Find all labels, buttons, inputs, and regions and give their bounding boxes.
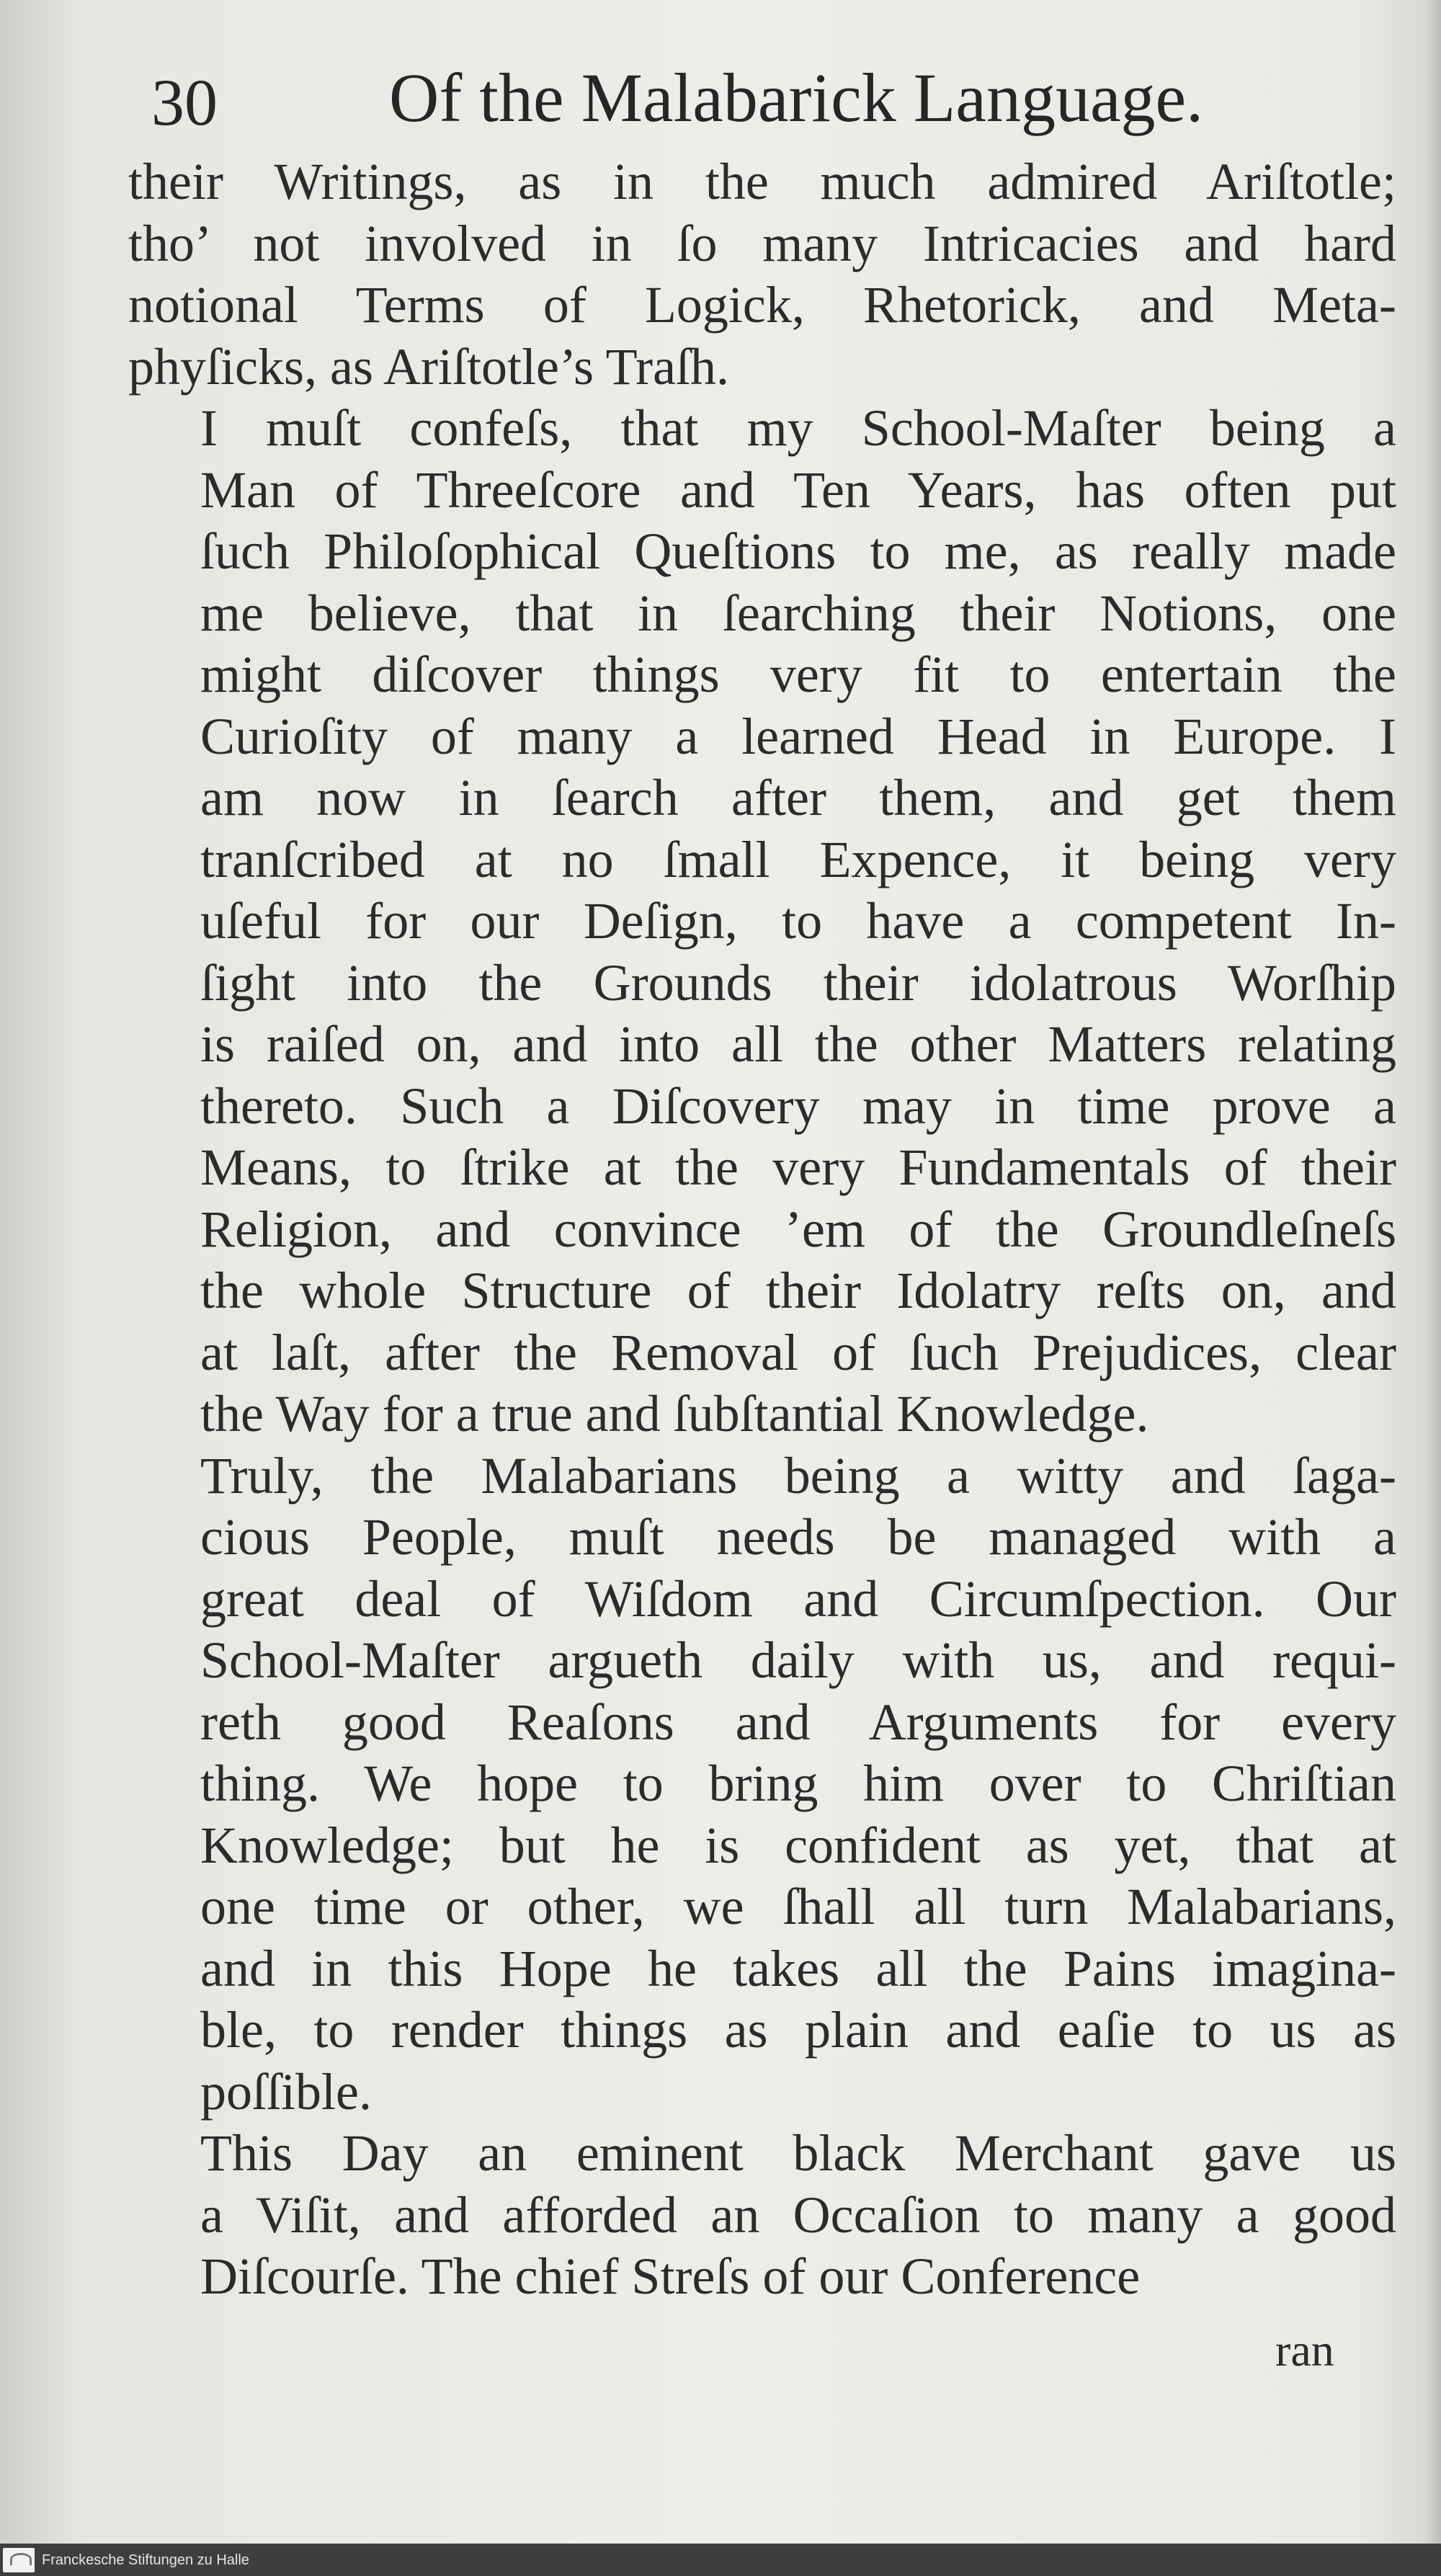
text-line: ſuch Philoſophical Queſtions to me, as really made xyxy=(200,522,1396,580)
text-line: poſſible. xyxy=(200,2062,372,2121)
body-text xyxy=(128,151,1396,2308)
text-line: the Way for a true and ſubſtantial Knowledge. xyxy=(200,1385,1149,1443)
text-line: Religion, and convince ’em of the Groundleſneſs xyxy=(200,1200,1396,1258)
text-line: at laſt, after the Removal of ſuch Prejudices, clear xyxy=(200,1323,1396,1381)
text-line: tho’ not involved in ſo many Intricacies and hard xyxy=(128,214,1396,272)
text-line: uſeful for our Deſign, to have a competent In- xyxy=(200,892,1396,950)
franckesche-logo-icon xyxy=(3,2548,35,2572)
text-line: the whole Structure of their Idolatry reſts on, and xyxy=(200,1262,1396,1319)
text-line: one time or other, we ſhall all turn Malabarians, xyxy=(200,1878,1396,1935)
text-line: This Day an eminent black Merchant gave us xyxy=(200,2124,1396,2182)
text-line: might diſcover things very fit to entertain the xyxy=(200,646,1396,703)
text-line: thereto. Such a Diſcovery may in time prove a xyxy=(200,1077,1396,1135)
text-line: is raiſed on, and into all the other Matters relating xyxy=(200,1015,1396,1073)
paragraph xyxy=(128,2123,1396,2308)
text-line: their Writings, as in the much admired Ariſtotle; xyxy=(128,153,1396,210)
paragraph xyxy=(128,151,1396,398)
text-line: Curioſity of many a learned Head in Europe. I xyxy=(200,707,1396,765)
text-line: Diſcourſe. The chief Streſs of our Conference xyxy=(200,2247,1141,2305)
running-head: Of the Malabarick Language. xyxy=(389,59,1204,136)
text-line: ble, to render things as plain and eaſie to us as xyxy=(200,2001,1396,2059)
page-number: 30 xyxy=(151,66,218,139)
text-line: ſight into the Grounds their idolatrous Worſhip xyxy=(200,953,1396,1012)
paragraph xyxy=(128,1445,1396,2123)
text-line: tranſcribed at no ſmall Expence, it being very xyxy=(200,830,1396,888)
text-line: Man of Threeſcore and Ten Years, has often put xyxy=(200,460,1396,519)
text-line: notional Terms of Logick, Rhetorick, and Meta- xyxy=(128,276,1396,334)
page-edge-shadow xyxy=(1425,0,1441,2544)
viewer-footer-bar xyxy=(0,2544,1441,2576)
text-line: I muſt confeſs, that my School-Maſter being a xyxy=(200,399,1396,457)
text-line: thing. We hope to bring him over to Chriſtian xyxy=(200,1755,1396,1812)
footer-attribution: Franckesche Stiftungen zu Halle xyxy=(42,2552,249,2568)
text-line: a Viſit, and afforded an Occaſion to many a good xyxy=(200,2185,1396,2244)
text-line: great deal of Wiſdom and Circumſpection. Our xyxy=(200,1569,1396,1628)
catchword: ran xyxy=(1275,2325,1334,2376)
text-line: Knowledge; but he is confident as yet, that at xyxy=(200,1816,1396,1874)
text-line: phyſicks, as Ariſtotle’s Traſh. xyxy=(128,337,730,396)
text-line: am now in ſearch after them, and get them xyxy=(200,769,1396,826)
text-line: Truly, the Malabarians being a witty and ſaga- xyxy=(200,1446,1396,1505)
text-line: and in this Hope he takes all the Pains imagina- xyxy=(200,1939,1396,1997)
text-line: reth good Reaſons and Arguments for every xyxy=(200,1693,1396,1751)
text-line: Means, to ſtrike at the very Fundamentals of their xyxy=(200,1138,1396,1196)
text-line: me believe, that in ſearching their Notions, one xyxy=(200,584,1396,642)
text-line: cious People, muſt needs be managed with a xyxy=(200,1508,1396,1566)
text-line: School-Maſter argueth daily with us, and requi- xyxy=(200,1631,1396,1689)
page-header xyxy=(151,59,1246,150)
paragraph xyxy=(128,398,1396,1445)
